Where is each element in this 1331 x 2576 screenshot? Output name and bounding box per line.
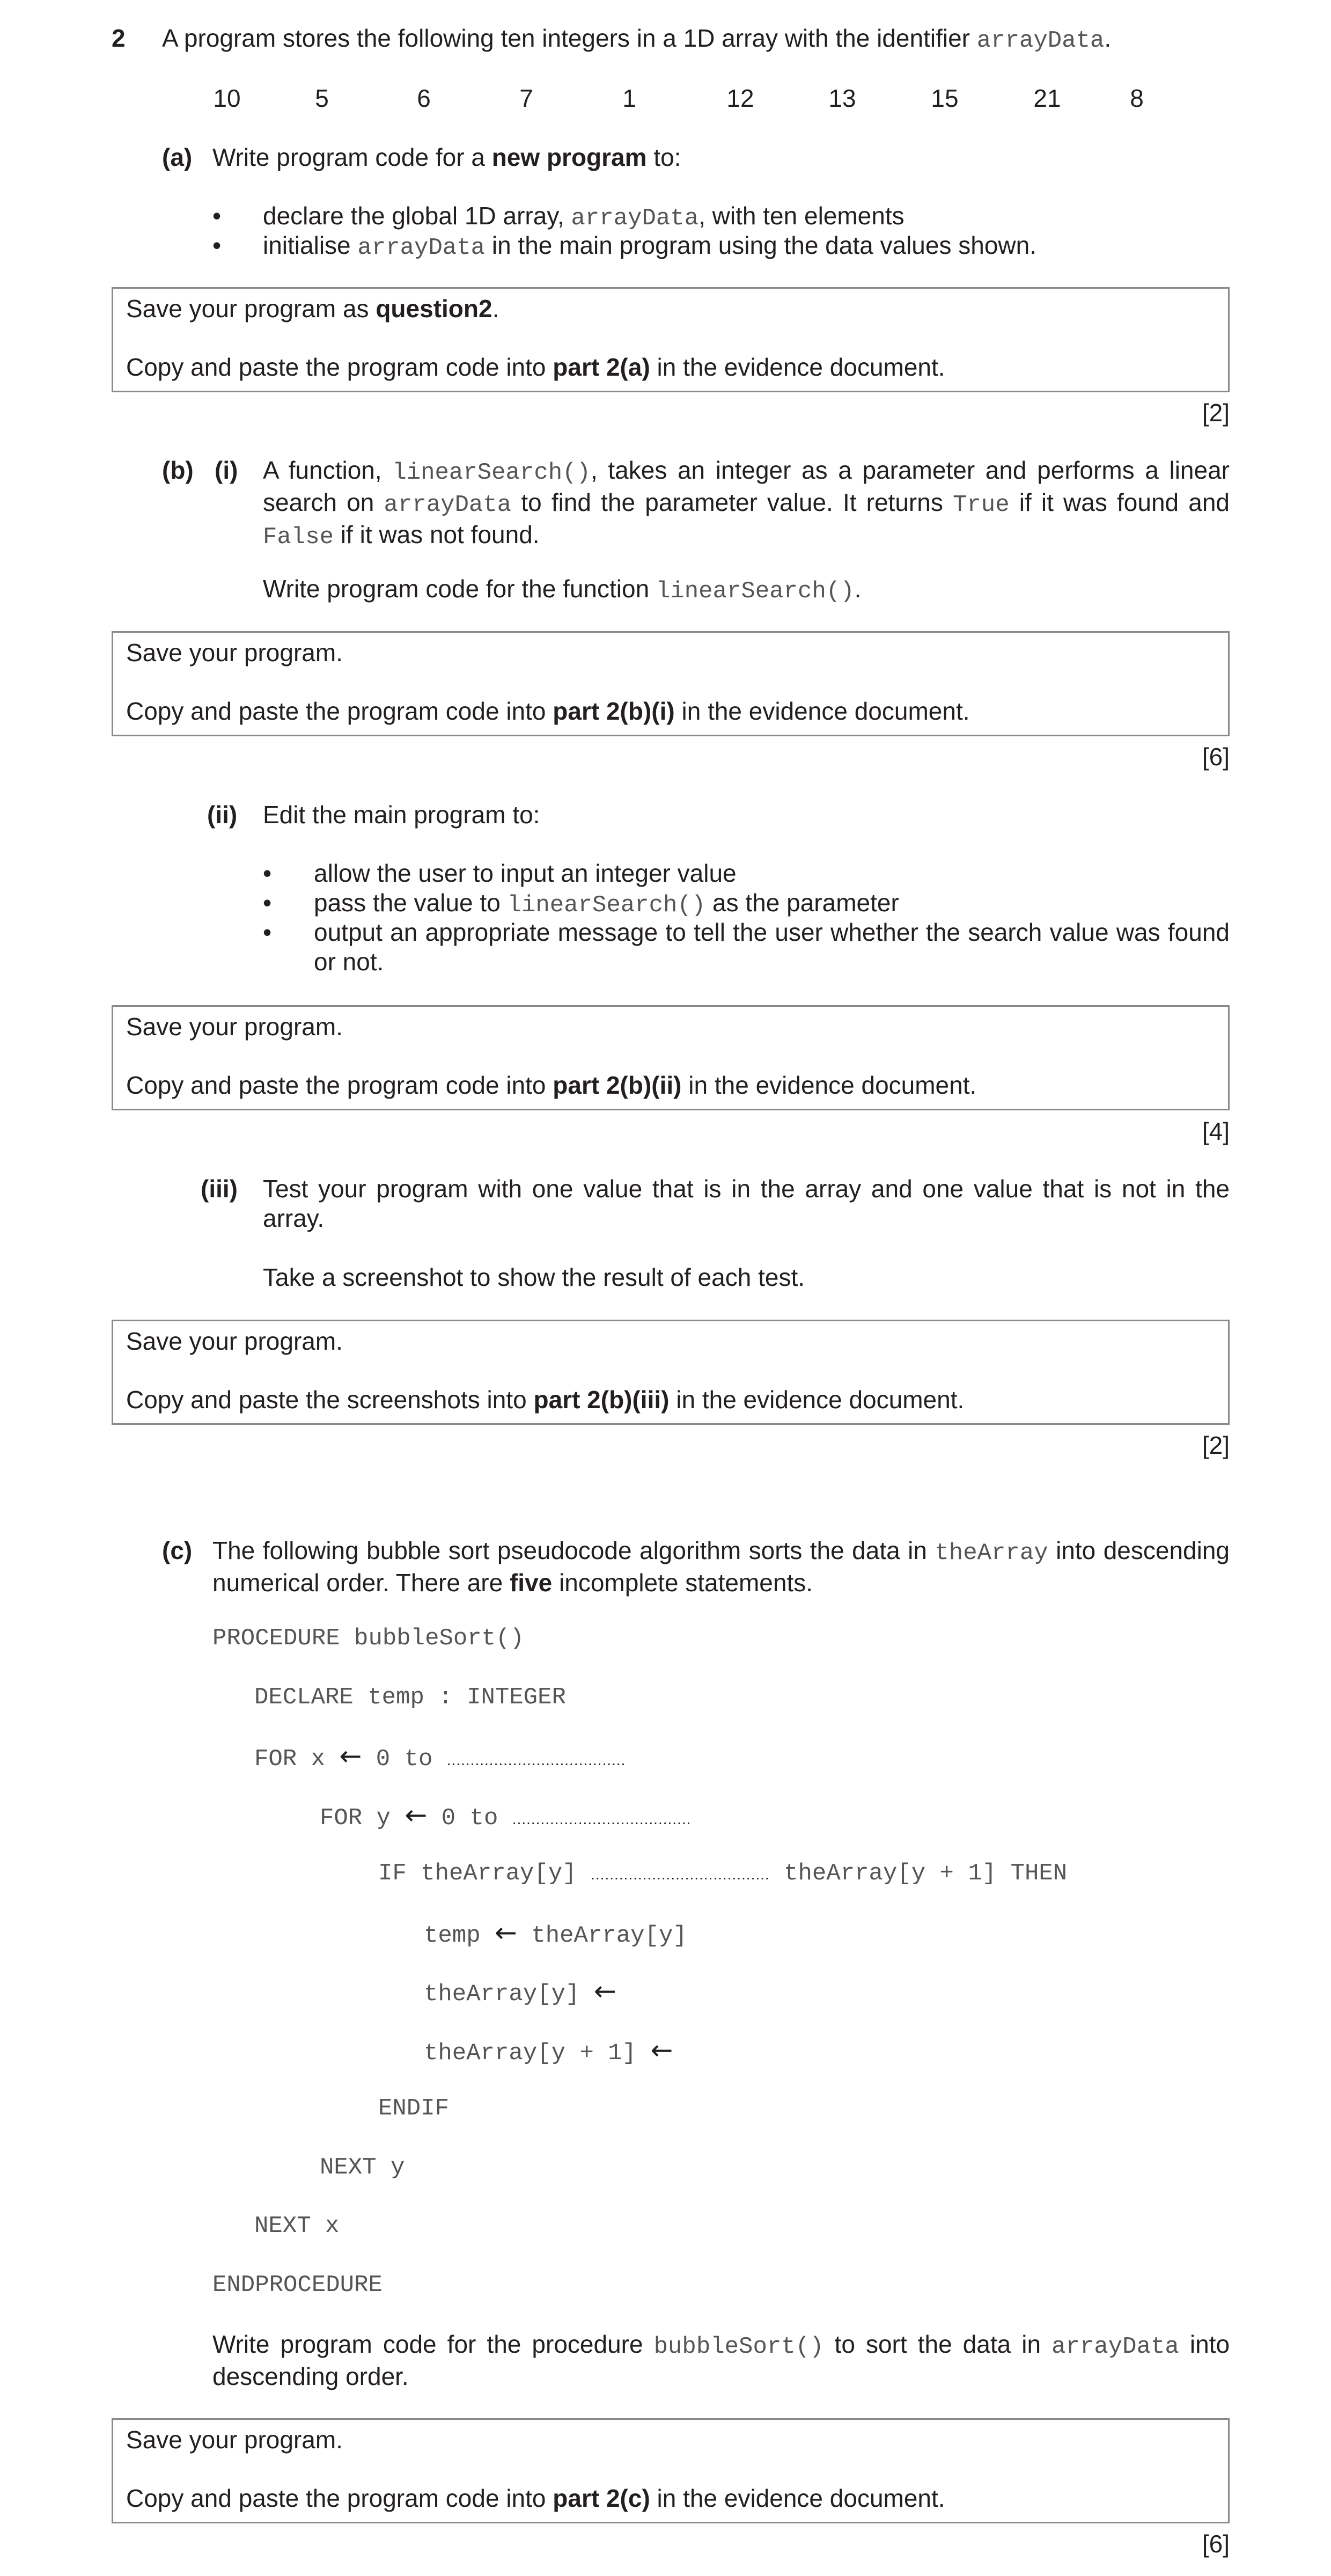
part-c-instruction: Write program code for the procedure bubbleSort() to sort the data in arrayData into descending order.: [212, 2330, 1230, 2390]
marks-b-ii: [4]: [1202, 1117, 1230, 1145]
answer-blank: ......................................: [512, 1811, 692, 1827]
assign-arrow-icon: ←: [405, 1799, 428, 1831]
part-c-label: (c): [162, 1536, 193, 1564]
part-b-iii-text-2: Take a screenshot to show the result of each test.: [263, 1263, 805, 1291]
value: 5: [315, 84, 329, 112]
code-line: DECLARE temp : INTEGER: [254, 1684, 566, 1711]
bullet-icon: •: [212, 202, 222, 230]
bullet-icon: •: [263, 889, 272, 917]
part-b-ii-bullet-2: pass the value to linearSearch() as the parameter: [314, 889, 899, 919]
evidence-box-b-ii: Save your program. Copy and paste the program code into part 2(b)(ii) in the evidence document.: [112, 1005, 1230, 1110]
part-b-iii-label: (iii): [201, 1175, 238, 1203]
value: 1: [622, 84, 636, 112]
code-line: IF theArray[y] ...................................... theArray[y + 1] THEN: [378, 1860, 1068, 1887]
value: 12: [726, 84, 754, 112]
code-line: theArray[y] ←: [424, 1975, 616, 2008]
evidence-box-c: Save your program. Copy and paste the program code into part 2(c) in the evidence document.: [112, 2418, 1230, 2523]
assign-arrow-icon: ←: [650, 2035, 673, 2066]
assign-arrow-icon: ←: [495, 1917, 517, 1948]
value: 15: [931, 84, 959, 112]
part-a-bullet-2: initialise arrayData in the main program using the data values shown.: [263, 231, 1036, 261]
value: 21: [1033, 84, 1061, 112]
evidence-box-b-iii: Save your program. Copy and paste the screenshots into part 2(b)(iii) in the evidence document.: [112, 1320, 1230, 1425]
part-a-text: Write program code for a new program to:: [212, 143, 681, 171]
part-b-ii-text: Edit the main program to:: [263, 801, 540, 829]
bullet-icon: •: [263, 918, 272, 946]
assign-arrow-icon: ←: [339, 1740, 362, 1772]
part-a-bullet-1: declare the global 1D array, arrayData, with ten elements: [263, 202, 905, 232]
marks-a: [2]: [1202, 399, 1230, 427]
question-number: 2: [112, 24, 126, 52]
code-line: temp ← theArray[y]: [424, 1917, 687, 1949]
value: 13: [828, 84, 856, 112]
answer-blank: ......................................: [446, 1752, 626, 1768]
marks-b-i: [6]: [1202, 743, 1230, 771]
value: 8: [1130, 84, 1144, 112]
part-c-text: The following bubble sort pseudocode algorithm sorts the data in theArray into descending numerical order. There are five incomplete statements.: [212, 1536, 1230, 1597]
marks-b-iii: [2]: [1202, 1431, 1230, 1459]
code-line: FOR y ← 0 to ......................................: [320, 1799, 692, 1832]
identifier-arraydata: arrayData: [976, 27, 1105, 54]
code-line: theArray[y + 1] ←: [424, 2035, 673, 2067]
part-b-i-label: (i): [215, 456, 238, 484]
part-b-ii-bullet-3: output an appropriate message to tell the user whether the search value was found or not.: [314, 918, 1230, 976]
part-b-label: (b): [162, 456, 194, 484]
value: 10: [213, 84, 241, 112]
evidence-box-b-i: Save your program. Copy and paste the program code into part 2(b)(i) in the evidence document.: [112, 631, 1230, 736]
assign-arrow-icon: ←: [593, 1975, 616, 2007]
code-line: ENDIF: [378, 2095, 450, 2122]
value: 7: [519, 84, 533, 112]
part-b-ii-label: (ii): [207, 801, 238, 829]
code-line: FOR x ← 0 to ......................................: [254, 1740, 626, 1773]
part-a-label: (a): [162, 143, 193, 171]
code-line: NEXT x: [254, 2213, 340, 2240]
bullet-icon: •: [263, 859, 272, 887]
marks-c: [6]: [1202, 2530, 1230, 2558]
answer-blank: ......................................: [591, 1866, 770, 1883]
part-b-i-instruction: Write program code for the function linearSearch().: [263, 575, 862, 605]
code-line: PROCEDURE bubbleSort(): [212, 1625, 524, 1652]
code-line: NEXT y: [320, 2154, 405, 2181]
evidence-box-a: Save your program as question2. Copy and paste the program code into part 2(a) in the evidence document.: [112, 287, 1230, 392]
question-intro: A program stores the following ten integers in a 1D array with the identifier arrayData.: [162, 24, 1112, 54]
bullet-icon: •: [212, 231, 222, 259]
part-b-iii-text: Test your program with one value that is in the array and one value that is not in the array.: [263, 1175, 1230, 1232]
part-b-ii-bullet-1: allow the user to input an integer value: [314, 859, 737, 887]
code-line: ENDPROCEDURE: [212, 2272, 383, 2299]
part-b-i-text: A function, linearSearch(), takes an integer as a parameter and performs a linear search on arrayData to find the parameter value. It returns True if it was found and False if it was not found.: [263, 456, 1230, 551]
value: 6: [417, 84, 431, 112]
